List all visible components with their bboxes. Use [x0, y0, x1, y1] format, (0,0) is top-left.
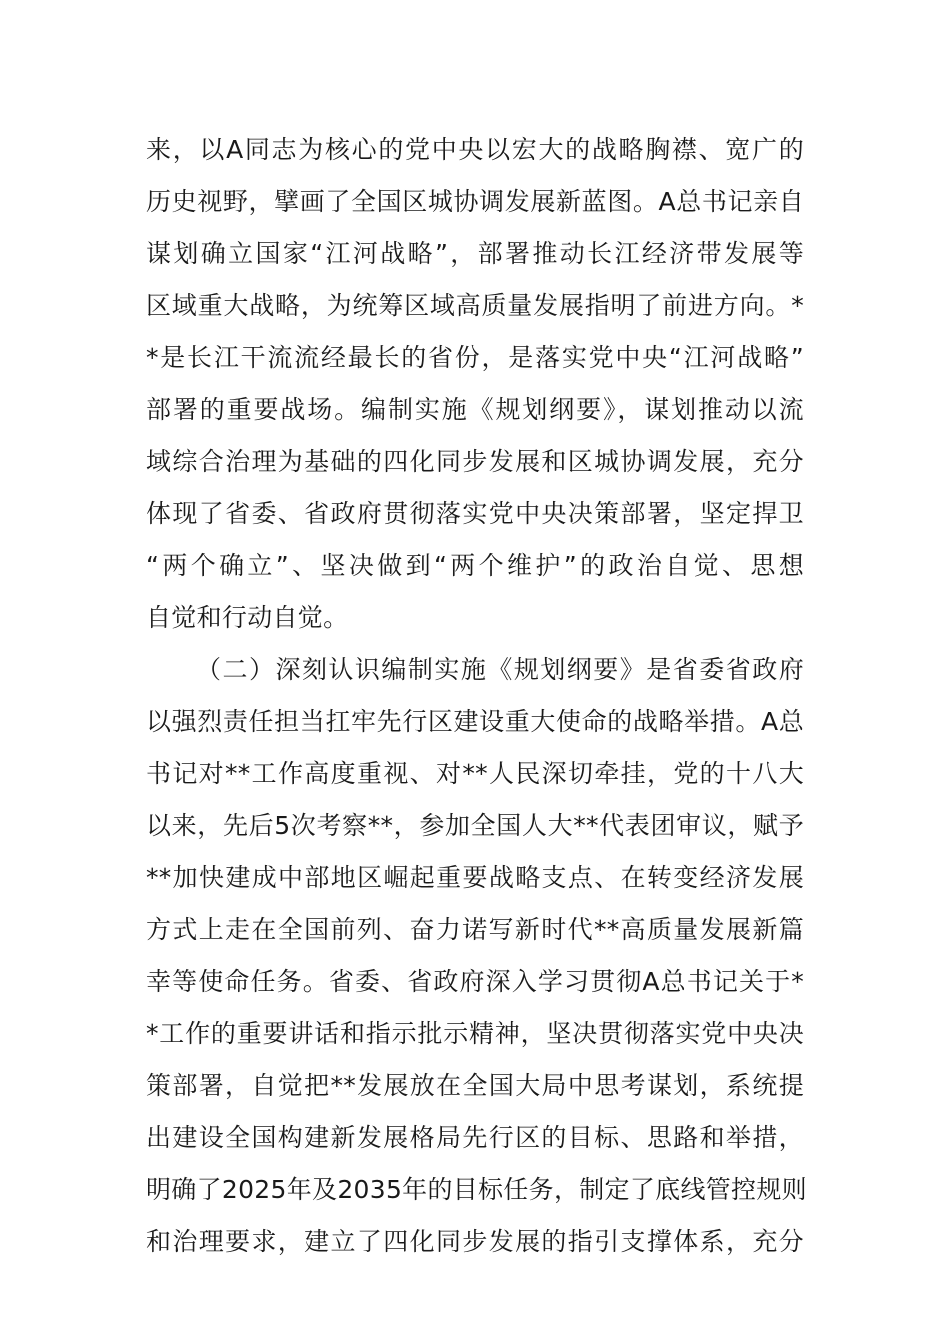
text-line: **加快建成中部地区崛起重要战略支点、在转变经济发展	[146, 863, 804, 892]
text-line: 幸等使命任务。省委、省政府深入学习贯彻A总书记关于*	[146, 967, 804, 996]
text-line: 以来，先后5次考察**，参加全国人大**代表团审议，赋予	[146, 811, 804, 840]
text-line: 方式上走在全国前列、奋力诺写新时代**高质量发展新篇	[146, 915, 804, 944]
text-line: 部署的重要战场。编制实施《规划纲要》，谋划推动以流	[146, 395, 804, 424]
text-line: 域综合治理为基础的四化同步发展和区城协调发展，充分	[146, 447, 804, 476]
text-line: 来，以A同志为核心的党中央以宏大的战略胸襟、宽广的	[146, 135, 804, 164]
text-line: 书记对**工作高度重视、对**人民深切牵挂，党的十八大	[146, 759, 804, 788]
text-line: *工作的重要讲话和指示批示精神，坚决贯彻落实党中央决	[146, 1019, 804, 1048]
text-line: 和治理要求，建立了四化同步发展的指引支撑体系，充分	[146, 1227, 804, 1256]
text-line: 自觉和行动自觉。	[146, 603, 349, 632]
text-line: *是长江干流流经最长的省份，是落实党中央“江河战略”	[146, 343, 804, 372]
text-line: 出建设全国构建新发展格局先行区的目标、思路和举措，	[146, 1123, 804, 1152]
text-line: “两个确立”、坚决做到“两个维护”的政治自觉、思想	[146, 551, 804, 580]
text-line: 以强烈责任担当扛牢先行区建设重大使命的战略举措。A总	[146, 707, 804, 736]
text-line: 策部署，自觉把**发展放在全国大局中思考谋划，系统提	[146, 1071, 804, 1100]
text-line: 明确了2025年及2035年的目标任务，制定了底线管控规则	[146, 1175, 807, 1204]
text-line: 历史视野，擘画了全国区城协调发展新蓝图。A总书记亲自	[146, 187, 804, 216]
text-line: 体现了省委、省政府贯彻落实党中央决策部署，坚定捍卫	[146, 499, 804, 528]
text-line: 谋划确立国家“江河战略”，部署推动长江经济带发展等	[146, 239, 804, 268]
section-heading-line: （二）深刻认识编制实施《规划纲要》是省委省政府	[196, 655, 804, 684]
text-line: 区域重大战略，为统筹区域高质量发展指明了前进方向。*	[146, 291, 804, 320]
